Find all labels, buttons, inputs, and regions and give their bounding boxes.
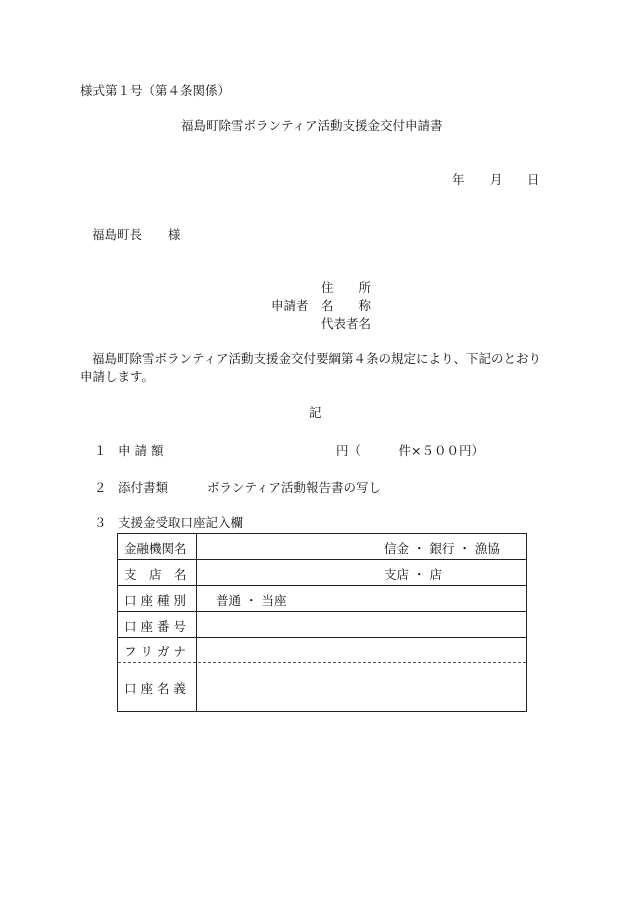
account-number-label: 口 座 番 号 <box>124 619 186 634</box>
ki-marker: 記 <box>309 405 322 420</box>
item-value: 円（ 件×５００円） <box>336 443 484 458</box>
account-type-label: 口 座 種 別 <box>124 593 186 608</box>
date-day: 日 <box>527 172 540 187</box>
table-row-account-holder <box>118 663 526 711</box>
applicant-address-label: 住 所 <box>321 280 372 295</box>
item-number: １ <box>94 443 107 458</box>
table-row-account-number <box>118 612 526 638</box>
table-row-furigana <box>118 638 526 663</box>
account-number-field[interactable] <box>202 615 520 634</box>
applicant-label: 申請者 <box>271 298 309 313</box>
applicant-name-label: 名 称 <box>321 298 372 313</box>
item-label: 添付書類 <box>118 480 169 495</box>
date-year: 年 <box>452 172 465 187</box>
table-row-account-type <box>118 586 526 612</box>
furigana-label: フ リ ガ ナ <box>124 644 186 659</box>
addressee-name: 福島町長 <box>92 227 143 242</box>
date-month: 月 <box>490 172 503 187</box>
account-table <box>117 533 527 712</box>
branch-value[interactable]: 支店 ・ 店 <box>384 567 442 582</box>
bank-label: 金融機関名 <box>124 541 187 556</box>
item-label: 申 請 額 <box>118 443 164 458</box>
body-text-line2: 申請します。 <box>80 369 155 384</box>
table-row-branch <box>118 560 526 586</box>
account-type-value[interactable]: 普通 ・ 当座 <box>216 593 287 608</box>
addressee-honorific: 様 <box>168 227 181 242</box>
bank-value[interactable]: 信金 ・ 銀行 ・ 漁協 <box>384 541 500 556</box>
item-number: ３ <box>94 515 107 530</box>
item-label: 支援金受取口座記入欄 <box>118 515 244 530</box>
applicant-representative-label: 代表者名 <box>321 316 372 331</box>
body-text-line1: 福島町除雪ボランティア活動支援金交付要綱第４条の規定により、下記のとおり <box>92 351 542 366</box>
furigana-field[interactable] <box>202 641 520 659</box>
form-number: 様式第１号（第４条関係） <box>80 83 231 98</box>
document-title: 福島町除雪ボランティア活動支援金交付申請書 <box>181 118 443 133</box>
table-row-bank <box>118 534 526 560</box>
item-value: ボランティア活動報告書の写し <box>207 480 382 495</box>
item-number: ２ <box>94 480 107 495</box>
account-holder-label: 口 座 名 義 <box>124 681 186 696</box>
account-holder-field[interactable] <box>202 667 520 707</box>
branch-label: 支 店 名 <box>124 567 187 582</box>
